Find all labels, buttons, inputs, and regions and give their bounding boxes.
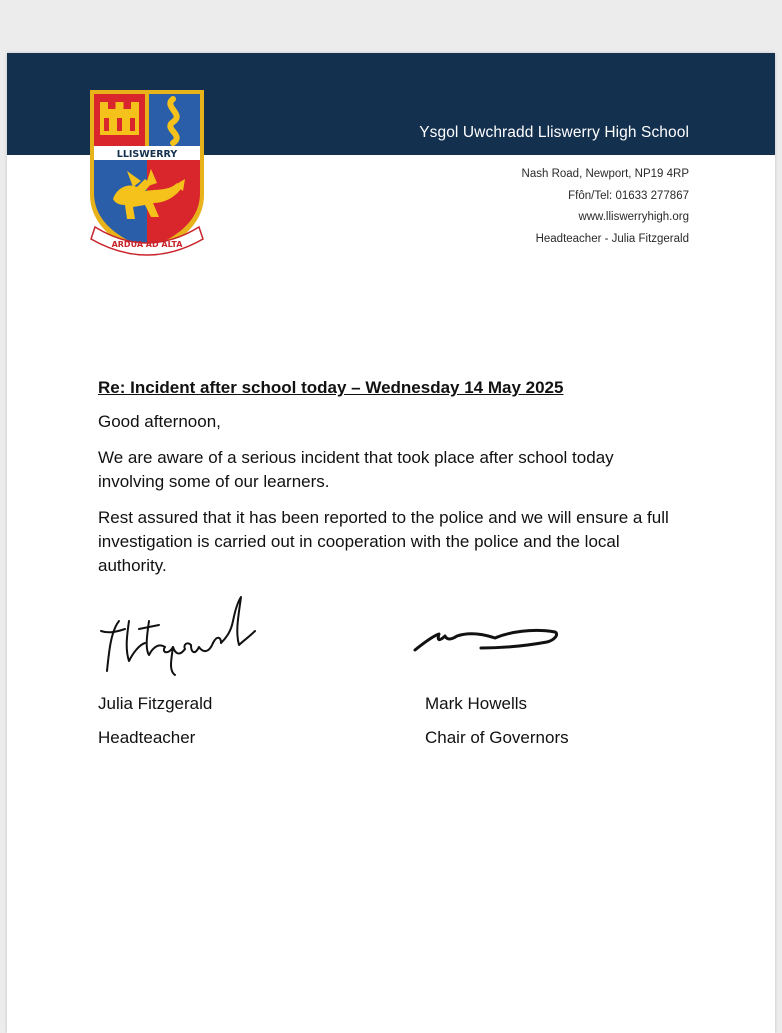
website: www.lliswerryhigh.org bbox=[578, 211, 689, 223]
crest-motto: ARDUA AD ALTA bbox=[111, 240, 183, 249]
greeting: Good afternoon, bbox=[98, 412, 221, 431]
paragraph-2: Rest assured that it has been reported to the police and we will ensure a full investigation is carried out in cooperation with the police and the local authority. bbox=[98, 508, 669, 575]
chair-role: Chair of Governors bbox=[425, 728, 569, 747]
contact-block bbox=[522, 164, 689, 250]
chair-signature bbox=[409, 618, 569, 658]
headteacher-name: Julia Fitzgerald bbox=[98, 694, 213, 713]
headteacher-signature bbox=[99, 591, 259, 677]
letter-page bbox=[7, 53, 775, 1033]
paragraph-1: We are aware of a serious incident that took place after school today involving some of our learners. bbox=[98, 448, 614, 491]
phone: Ffôn/Tel: 01633 277867 bbox=[568, 189, 689, 202]
crest-banner-text: LLISWERRY bbox=[116, 149, 178, 160]
letter-subject: Re: Incident after school today – Wednesday 14 May 2025 bbox=[98, 378, 564, 397]
school-name: Ysgol Uwchradd Lliswerry High School bbox=[419, 124, 689, 141]
address: Nash Road, Newport, NP19 4RP bbox=[521, 168, 689, 180]
headteacher-role: Headteacher bbox=[98, 728, 196, 747]
headteacher-line: Headteacher - Julia Fitzgerald bbox=[535, 232, 689, 245]
school-crest-icon bbox=[87, 87, 207, 259]
chair-name: Mark Howells bbox=[425, 694, 528, 713]
